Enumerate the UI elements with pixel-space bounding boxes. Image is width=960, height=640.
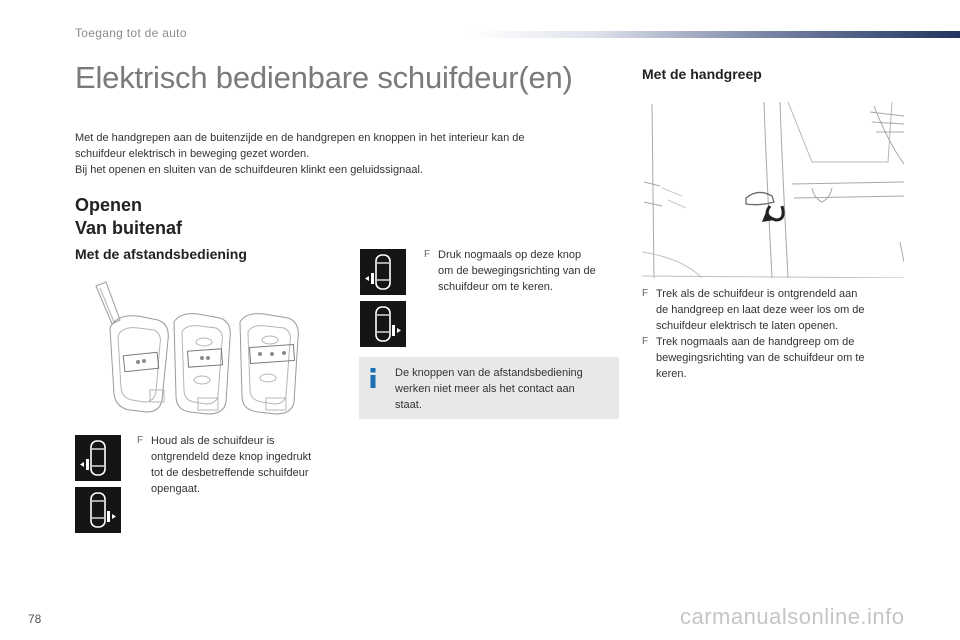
heading-openen: Openen	[75, 195, 143, 215]
sliding-door-left-icon	[360, 249, 406, 295]
instruction-line: keren.	[656, 368, 687, 380]
intro-line: Met de handgrepen aan de buitenzijde en de handgrepen en knoppen in het interieur kan de	[75, 132, 525, 144]
handle-instruction-1	[642, 286, 917, 334]
sliding-door-left-icon	[75, 435, 121, 481]
watermark: carmanualsonline.info	[680, 604, 905, 629]
page-number: 78	[28, 612, 42, 626]
remote-keys-illustration	[90, 280, 340, 420]
section-header: Toegang tot de auto	[75, 26, 187, 40]
sliding-door-right-icon	[75, 487, 121, 533]
instruction-line: de handgreep en laat deze weer los om de	[656, 304, 865, 316]
heading-handle: Met de handgreep	[642, 66, 762, 82]
remote-instruction-2	[424, 247, 624, 295]
instruction-line: ontgrendeld deze knop ingedrukt	[151, 451, 312, 463]
info-icon	[368, 368, 378, 388]
instruction-line: Trek nogmaals aan de handgreep om de	[656, 336, 855, 348]
instruction-line: om de bewegingsrichting van de	[438, 265, 596, 277]
info-note	[359, 357, 619, 419]
intro-line: Bij het openen en sluiten van de schuifdeuren klinkt een geluidssignaal.	[75, 164, 423, 176]
instruction-line: schuifdeur elektrisch te laten openen.	[656, 320, 839, 332]
header-gradient-bar	[470, 31, 960, 38]
instruction-line: tot de desbetreffende schuifdeur	[151, 467, 309, 479]
remote-instruction-1	[137, 433, 347, 497]
info-line: De knoppen van de afstandsbediening	[395, 367, 583, 379]
bullet-marker: F	[642, 288, 649, 299]
heading-remote-control: Met de afstandsbediening	[75, 246, 247, 262]
info-note-text	[395, 365, 613, 413]
bullet-marker: F	[137, 435, 144, 446]
instruction-line: bewegingsrichting van de schuifdeur om te	[656, 352, 865, 364]
instruction-line: schuifdeur om te keren.	[438, 281, 553, 293]
bullet-marker: F	[424, 249, 431, 260]
info-line: werken niet meer als het contact aan	[395, 383, 575, 395]
instruction-line: Houd als de schuifdeur is	[151, 435, 275, 447]
page-title: Elektrisch bedienbare schuifdeur(en)	[75, 60, 573, 95]
info-line: staat.	[395, 399, 422, 411]
heading-van-buitenaf: Van buitenaf	[75, 218, 183, 238]
van-door-handle-illustration	[642, 102, 904, 278]
intro-paragraph	[75, 130, 605, 178]
instruction-line: opengaat.	[151, 483, 200, 495]
instruction-line: Druk nogmaals op deze knop	[438, 249, 582, 261]
handle-instruction-2	[642, 334, 917, 382]
sliding-door-right-icon	[360, 301, 406, 347]
intro-line: schuifdeur elektrisch in beweging gezet worden.	[75, 148, 310, 160]
bullet-marker: F	[642, 336, 649, 347]
instruction-line: Trek als de schuifdeur is ontgrendeld aan	[656, 288, 858, 300]
